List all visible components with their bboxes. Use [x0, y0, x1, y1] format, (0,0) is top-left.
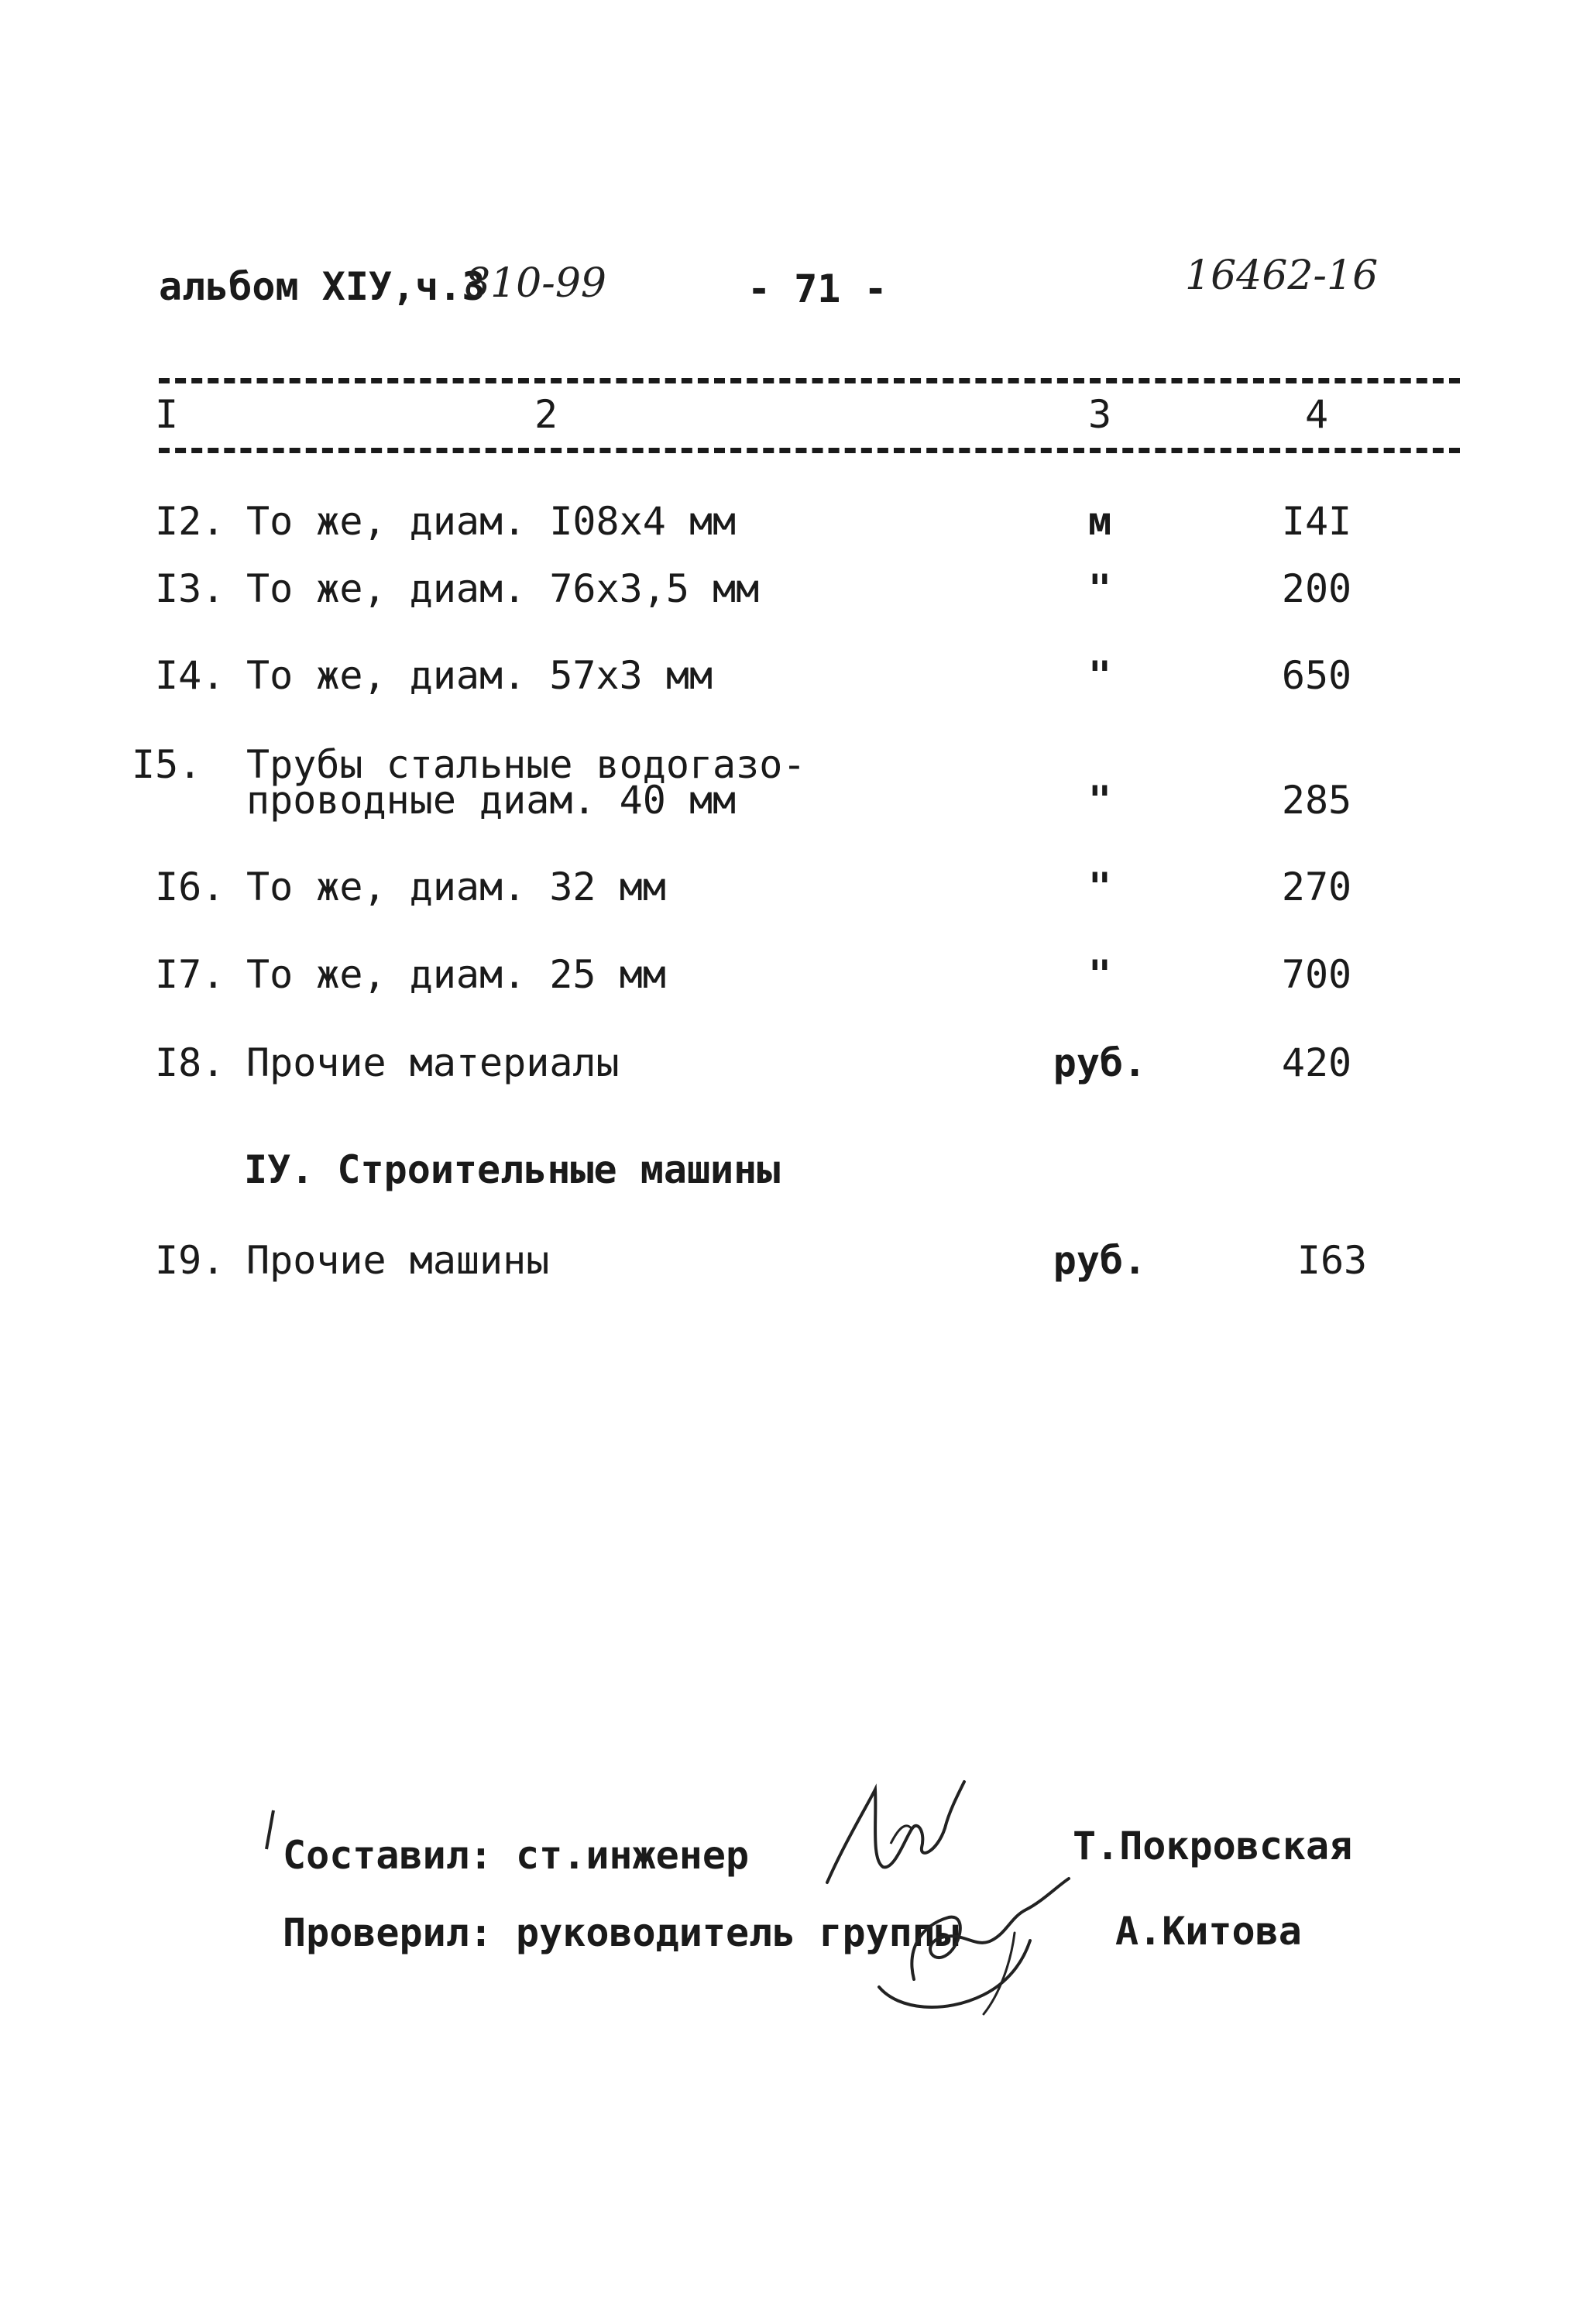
row-quantity: 420 — [1281, 1040, 1352, 1085]
margin-tick-mark — [262, 1809, 277, 1855]
section-title: IУ. Строительные машины — [244, 1147, 781, 1192]
row-name: То же, диам. 25 мм — [246, 952, 666, 997]
row-quantity: 200 — [1281, 566, 1352, 611]
column-header-2: 2 — [534, 392, 558, 437]
row-unit: " — [1087, 865, 1112, 909]
row-number: I9. — [155, 1238, 225, 1283]
handwritten-code: 810-99 — [465, 260, 606, 307]
row-quantity: 285 — [1281, 778, 1352, 823]
checked-by-label: Проверил: руководитель группы — [283, 1910, 959, 1955]
table-header-bottom-rule — [159, 448, 1460, 453]
row-name: То же, диам. 57х3 мм — [246, 653, 713, 698]
row-number: I8. — [155, 1040, 225, 1085]
row-quantity: I4I — [1281, 499, 1352, 544]
row-name-continued: проводные диам. 40 мм — [246, 778, 737, 823]
table-header-top-rule — [159, 378, 1460, 383]
checker-name: А.Китова — [1115, 1909, 1302, 1954]
row-number: I7. — [155, 952, 225, 997]
row-number: I4. — [155, 653, 225, 698]
row-number: I2. — [155, 499, 225, 544]
row-name: То же, диам. I08х4 мм — [246, 499, 737, 544]
row-quantity: I63 — [1297, 1238, 1368, 1283]
row-name: То же, диам. 32 мм — [246, 865, 666, 909]
row-name: Прочие машины — [246, 1238, 550, 1283]
row-unit: руб. — [1053, 1040, 1147, 1085]
row-unit: " — [1087, 653, 1112, 698]
row-name: Прочие материалы — [246, 1040, 620, 1085]
row-name: То же, диам. 76х3,5 мм — [246, 566, 760, 611]
row-quantity: 270 — [1281, 865, 1352, 909]
row-unit: м — [1087, 499, 1112, 544]
checker-signature — [875, 1855, 1077, 2018]
row-unit: " — [1087, 778, 1112, 823]
album-reference: альбом ХIУ,ч.3 — [159, 264, 486, 309]
page-number: - 71 - — [747, 266, 888, 311]
row-quantity: 650 — [1281, 653, 1352, 698]
row-unit: руб. — [1053, 1238, 1147, 1283]
compiled-by-label: Составил: ст.инженер — [283, 1833, 750, 1878]
row-number: I6. — [155, 865, 225, 909]
column-header-3: 3 — [1087, 392, 1112, 437]
row-number: I5. — [132, 742, 202, 787]
row-unit: " — [1087, 566, 1112, 611]
document-number: 16462-16 — [1185, 253, 1379, 299]
row-unit: " — [1087, 952, 1112, 997]
compiler-name: Т.Покровская — [1073, 1824, 1353, 1868]
column-header-4: 4 — [1304, 392, 1329, 437]
row-name: Трубы стальные водогазо- — [246, 742, 806, 787]
row-number: I3. — [155, 566, 225, 611]
column-header-1: I — [155, 392, 179, 437]
row-quantity: 700 — [1281, 952, 1352, 997]
